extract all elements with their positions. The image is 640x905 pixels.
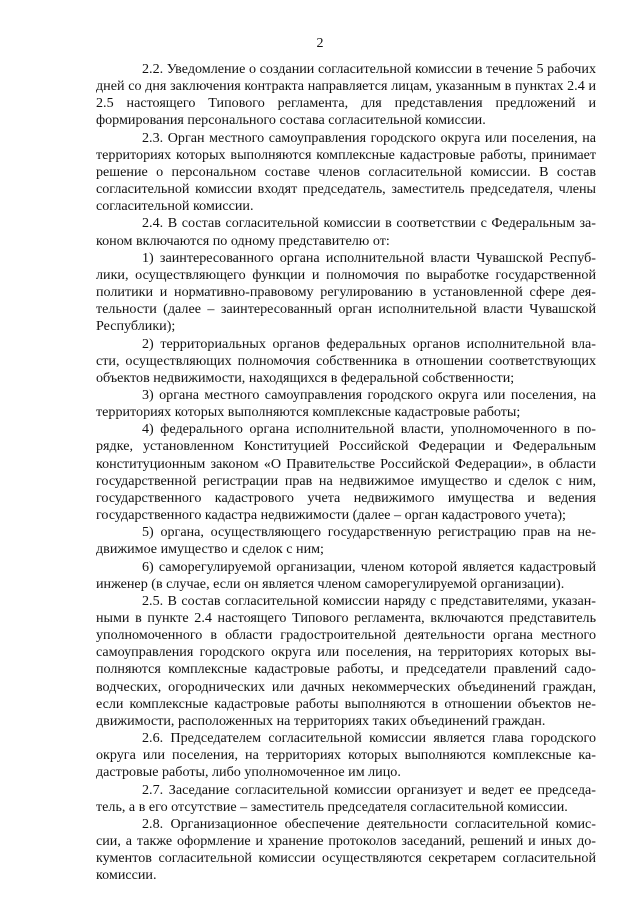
list-item-1: 1) заинтересованного органа исполнительной власти Чувашской Республики, осуществляющего функции и полномочия по выработке государственной политики и нормативно-правовому регулированию в установленной сфере деятельности (далее – заинтересованный орган исполнительной власти Чувашской Республики); <box>96 249 596 335</box>
paragraph-2-2: 2.2. Уведомление о создании согласительной комиссии в течение 5 рабочих дней со дня заключения контракта направляется лицам, указанным в пунктах 2.4 и 2.5 настоящего Типового регламента, для представления предложений и формирования персонального состава согласительной комиссии. <box>96 61 596 129</box>
paragraph-2-4: 2.4. В состав согласительной комиссии в соответствии с Федеральным законом включаются по одному представителю от: <box>96 215 596 249</box>
paragraph-2-8: 2.8. Организационное обеспечение деятельности согласительной комиссии, а также оформление и хранение протоколов заседаний, решений и иных документов согласительной комиссии осуществляются секретарем согласительной комиссии. <box>96 815 596 884</box>
paragraph-2-7: 2.7. Заседание согласительной комиссии организует и ведет ее председатель, а в его отсутствие – заместитель председателя согласительной комиссии. <box>96 781 596 815</box>
list-item-5: 5) органа, осуществляющего государственную регистрацию прав на недвижимое имущество и сделок с ним; <box>96 524 596 558</box>
paragraph-2-3: 2.3. Орган местного самоуправления городского округа или поселения, на территориях которых выполняются комплексные кадастровые работы, принимает решение о персональном составе членов согласительной комиссии. В состав согласительной комиссии входят председатель, заместитель председателя, члены согласительной комиссии. <box>96 129 596 215</box>
page-number: 2 <box>316 36 324 51</box>
list-item-3: 3) органа местного самоуправления городского округа или поселения, на территориях которых выполняются комплексные кадастровые работы; <box>96 386 596 421</box>
document-body <box>96 61 596 885</box>
list-item-2: 2) территориальных органов федеральных органов исполнительной власти, осуществляющих полномочия собственника в отношении соответствующих объектов недвижимости, находящихся в федеральной собственности; <box>96 335 596 386</box>
list-item-6: 6) саморегулируемой организации, членом которой является кадастровый инженер (в случае, если он является членом саморегулируемой организации). <box>96 558 596 592</box>
paragraph-2-6: 2.6. Председателем согласительной комиссии является глава городского округа или поселения, на территориях которых выполняются комплексные кадастровые работы, либо уполномоченное им лицо. <box>96 730 596 781</box>
paragraph-2-5: 2.5. В состав согласительной комиссии наряду с представителями, указанными в пункте 2.4 настоящего Типового регламента, включаются представитель уполномоченного в области градостроительной деятельности органа местного самоуправления городского округа или поселения, на территориях которых выполняются комплексные кадастровые работы, и председатели правлений садоводческих, огороднических или дачных некоммерческих объединений граждан, если комплексные кадастровые работы выполняются в отношении объектов недвижимости, расположенных на территориях таких объединений граждан. <box>96 592 596 729</box>
list-item-4: 4) федерального органа исполнительной власти, уполномоченного в порядке, установленном Конституцией Российской Федерации и Федеральным конституционным законом «О Правительстве Российской Федерации», в области государственной регистрации прав на недвижимое имущество и сделок с ним, государственного кадастрового учета недвижимого имущества и ведения государственного кадастра недвижимости (далее – орган кадастрового учета); <box>96 421 596 524</box>
